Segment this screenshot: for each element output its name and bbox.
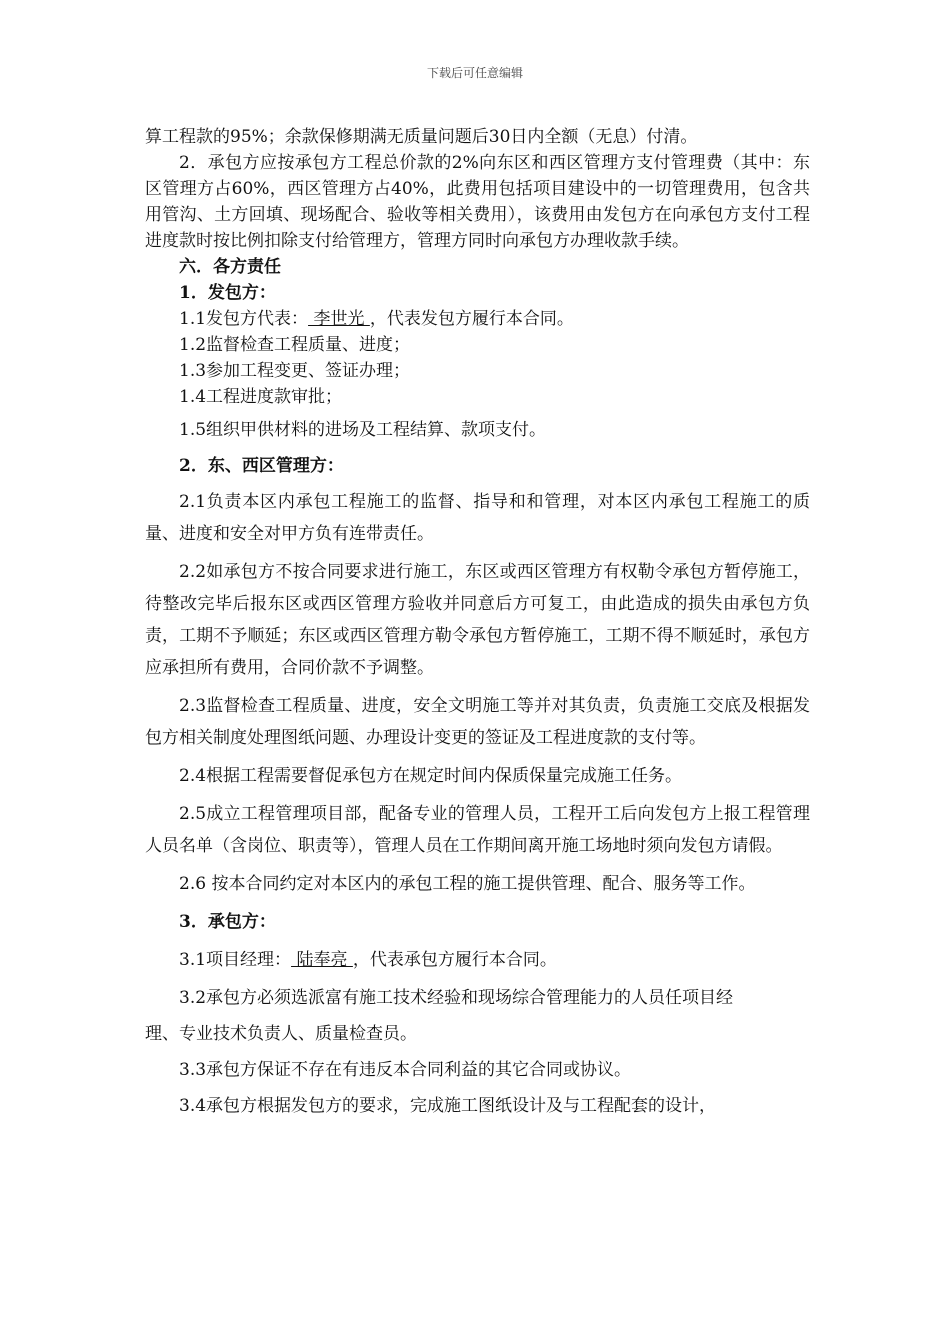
clause-1-1-tail: ，代表发包方履行本合同。 [369,309,574,329]
clause-1-4: 1.4工程进度款审批； [179,387,343,407]
clause-1-1 [145,306,810,332]
clause-2-5: 2.5成立工程管理项目部，配备专业的管理人员，工程开工后向发包方上报工程管理人员名单（含岗位、职责等），管理人员在工作期间离开施工场地时须向发包方请假。 [145,804,810,856]
clause-2-1: 2.1负责本区内承包工程施工的监督、指导和和管理，对本区内承包工程施工的质量、进度和安全对甲方负有连带责任。 [145,492,810,544]
clause-3-1-tail: ，代表承包方履行本合同。 [352,950,557,970]
paragraph-payment-remainder: 算工程款的95%；余款保修期满无质量问题后30日内全额（无息）付清。 [145,127,698,147]
clause-1-3: 1.3参加工程变更、签证办理； [179,361,411,381]
section-title-responsibilities: 六．各方责任 [179,257,281,277]
clause-3-2: 3.2承包方必须选派富有施工技术经验和现场综合管理能力的人员任项目经 [179,988,734,1008]
document-body [145,124,810,1122]
clause-3-1 [145,944,810,976]
heading-contractor: 3．承包方： [179,912,276,932]
clause-3-4: 3.4承包方根据发包方的要求，完成施工图纸设计及与工程配套的设计， [179,1096,717,1116]
employer-representative-name: 李世光 [308,309,370,329]
project-manager-name: 陆奉亮 [291,950,353,970]
page-header: 下载后可任意编辑 [426,66,523,80]
clause-2-4: 2.4根据工程需要督促承包方在规定时间内保质保量完成施工任务。 [179,766,683,786]
clause-3-2-continued: 理、专业技术负责人、质量检查员。 [145,1024,417,1044]
clause-1-1-lead: 1.1发包方代表： [179,309,309,329]
clause-1-2: 1.2监督检查工程质量、进度； [179,335,411,355]
heading-employer: 1．发包方： [179,283,276,303]
heading-managers: 2．东、西区管理方： [179,456,344,476]
paragraph-management-fee: 2．承包方应按承包方工程总价款的2%向东区和西区管理方支付管理费（其中：东区管理方占60%，西区管理方占40%，此费用包括项目建设中的一切管理费用，包含共用管沟、土方回填、现场配合、验收等相关费用），该费用由发包方在向承包方支付工程进度款时按比例扣除支付给管理方，管理方同时向承包方办理收款手续。 [145,153,810,251]
clause-1-5: 1.5组织甲供材料的进场及工程结算、款项支付。 [179,420,547,440]
clause-3-1-lead: 3.1项目经理： [179,950,292,970]
clause-2-2: 2.2如承包方不按合同要求进行施工，东区或西区管理方有权勒令承包方暂停施工，待整改完毕后报东区或西区管理方验收并同意后方可复工，由此造成的损失由承包方负责，工期不予顺延；东区或西区管理方勒令承包方暂停施工，工期不得不顺延时，承包方应承担所有费用，合同价款不予调整。 [145,562,810,678]
clause-2-3: 2.3监督检查工程质量、进度，安全文明施工等并对其负责，负责施工交底及根据发包方相关制度处理图纸问题、办理设计变更的签证及工程进度款的支付等。 [145,696,810,748]
clause-3-3: 3.3承包方保证不存在有违反本合同利益的其它合同或协议。 [179,1060,632,1080]
clause-2-6: 2.6 按本合同约定对本区内的承包工程的施工提供管理、配合、服务等工作。 [179,874,756,894]
